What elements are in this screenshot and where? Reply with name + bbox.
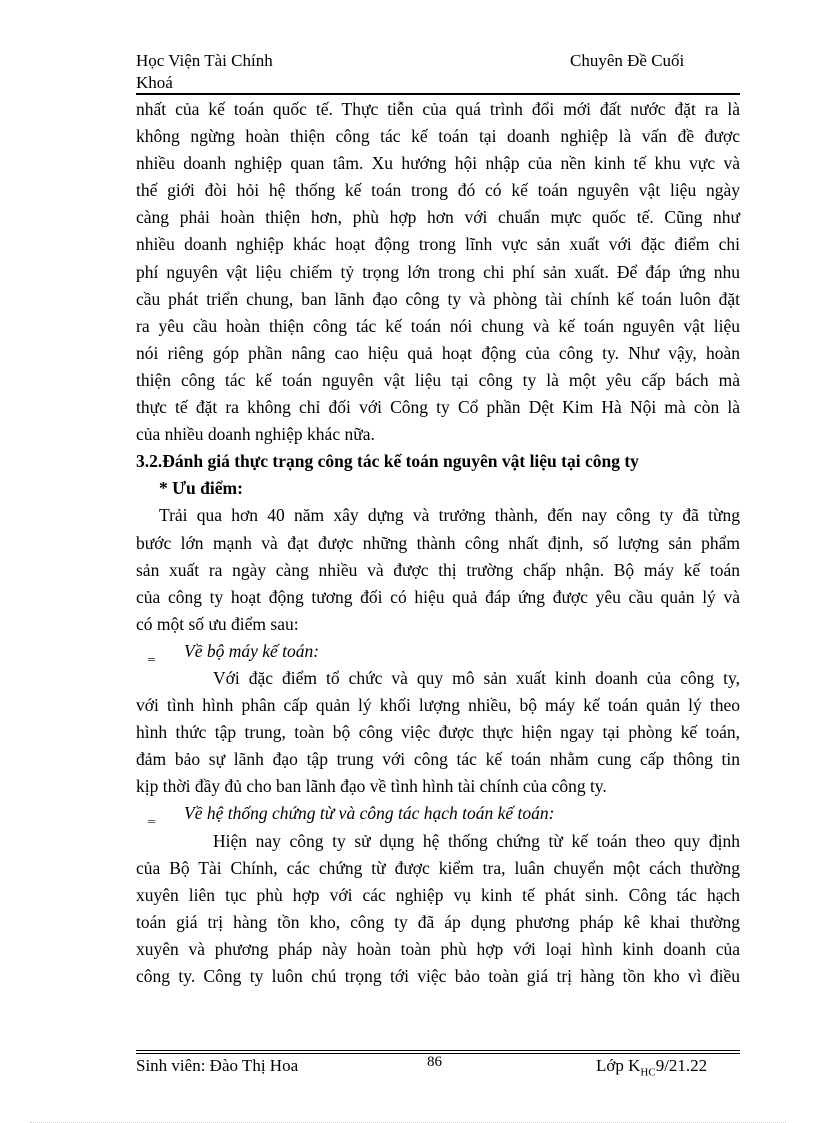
body-line: thế giới đòi hỏi hệ thống kế toán trong đó có kế toán nguyên vật liệu ngày [136, 180, 740, 201]
subsection-heading: * Ưu điểm: [159, 478, 243, 499]
footer-class-prefix: Lớp K [596, 1056, 641, 1075]
body-line: xuyên liên tục phù hợp với các nghiệp vụ kinh tế phát sinh. Công tác hạch [136, 884, 740, 905]
body-line: thực tế đặt ra không chỉ đối với Công ty Cổ phần Dệt Kim Hà Nội mà còn là [136, 397, 740, 418]
bullet-item [136, 800, 740, 827]
body-line: công ty. Công ty luôn chú trọng tới việc bảo toàn giá trị hàng tồn kho vì điều [136, 966, 740, 986]
footer-rule [136, 1050, 740, 1051]
body-line: có một số ưu điểm sau: [136, 613, 299, 634]
body-line: nhất của kế toán quốc tế. Thực tiễn của quá trình đổi mới đất nước đặt ra là [136, 99, 740, 119]
body-line: của nhiều doanh nghiệp khác nữa. [136, 424, 375, 445]
bullet-label: Về hệ thống chứng từ và công tác hạch toán kế toán: [184, 803, 555, 824]
bullet-item [136, 638, 740, 665]
body-line: phí nguyên vật liệu chiếm tỷ trọng lớn trong chi phí sản xuất. Để đáp ứng nhu [136, 261, 740, 282]
bullet-dash-icon: ‗ [148, 645, 155, 661]
bullet-label: Về bộ máy kế toán: [184, 640, 320, 661]
header-institution: Học Viện Tài Chính [136, 51, 273, 70]
body-line: sản xuất ra ngày càng nhiều và được thị trường chấp nhận. Bộ máy kế toán [136, 559, 740, 580]
section-heading: 3.2.Đánh giá thực trạng công tác kế toán nguyên vật liệu tại công ty [136, 451, 639, 472]
body-line: bước lớn mạnh và đạt được những thành công nhất định, số lượng sản phẩm [136, 532, 740, 553]
footer-class-sub: HC [640, 1066, 656, 1079]
header-rule [136, 93, 740, 95]
bullet-dash-icon: ‗ [148, 808, 155, 824]
body-line: kịp thời đầy đủ cho ban lãnh đạo về tình hình tài chính của công ty. [136, 776, 607, 797]
body-line: của Bộ Tài Chính, các chứng từ được kiểm tra, luân chuyển một cách thường [136, 857, 740, 878]
body-line: nhiều doanh nghiệp quan tâm. Xu hướng hội nhập của nền kinh tế khu vực và [136, 153, 740, 174]
header-title: Chuyên Đề Cuối [570, 51, 685, 70]
page-number: 86 [427, 1054, 442, 1070]
body-line: toán giá trị hàng tồn kho, công ty đã áp dụng phương pháp kê khai thường [136, 911, 740, 932]
body-line: của công ty hoạt động tương đối có hiệu quả đáp ứng được yêu cầu quản lý và [136, 586, 740, 607]
footer-class [596, 1055, 707, 1083]
body-line: ra yêu cầu hoàn thiện công tác kế toán nói chung và kế toán nguyên vật liệu [136, 315, 740, 336]
body-line: xuyên và phương pháp này hoàn toàn phù hợp với loại hình kinh doanh của [136, 938, 740, 959]
body-line: Với đặc điểm tổ chức và quy mô sản xuất kinh doanh của công ty, [213, 667, 740, 688]
footer-student: Sinh viên: Đào Thị Hoa [136, 1056, 299, 1075]
header-institution-cont: Khoá [136, 73, 173, 92]
body-line: càng phải hoàn thiện hơn, phù hợp hơn với chuẩn mực quốc tế. Cũng như [136, 207, 740, 228]
body-line: với tình hình phân cấp quản lý khối lượng nhiều, bộ máy kế toán quản lý theo [136, 695, 740, 716]
page-body [136, 96, 740, 990]
body-line: không ngừng hoàn thiện công tác kế toán tại doanh nghiệp là vấn đề được [136, 126, 740, 147]
body-line: cầu phát triển chung, ban lãnh đạo công ty và phòng tài chính kế toán luôn đặt [136, 288, 740, 309]
body-line: Trải qua hơn 40 năm xây dựng và trưởng thành, đến nay công ty đã từng [159, 505, 740, 526]
body-line: hình thức tập trung, toàn bộ công việc được thực hiện ngay tại phòng kế toán, [136, 722, 740, 743]
body-line: nhiều doanh nghiệp khác hoạt động trong lĩnh vực sản xuất với đặc điểm chi [136, 234, 740, 255]
body-line: đảm bảo sự lãnh đạo tập trung với công tác kế toán nhằm cung cấp thông tin [136, 749, 740, 770]
body-line: nói riêng góp phần nâng cao hiệu quả hoạt động của công ty. Như vậy, hoàn [136, 342, 740, 363]
footer-class-tail: 9/21.22 [655, 1056, 708, 1075]
body-line: Hiện nay công ty sử dụng hệ thống chứng từ kế toán theo quy định [213, 830, 740, 851]
body-line: thiện công tác kế toán nguyên vật liệu tại công ty là một yêu cấp bách mà [136, 369, 740, 390]
